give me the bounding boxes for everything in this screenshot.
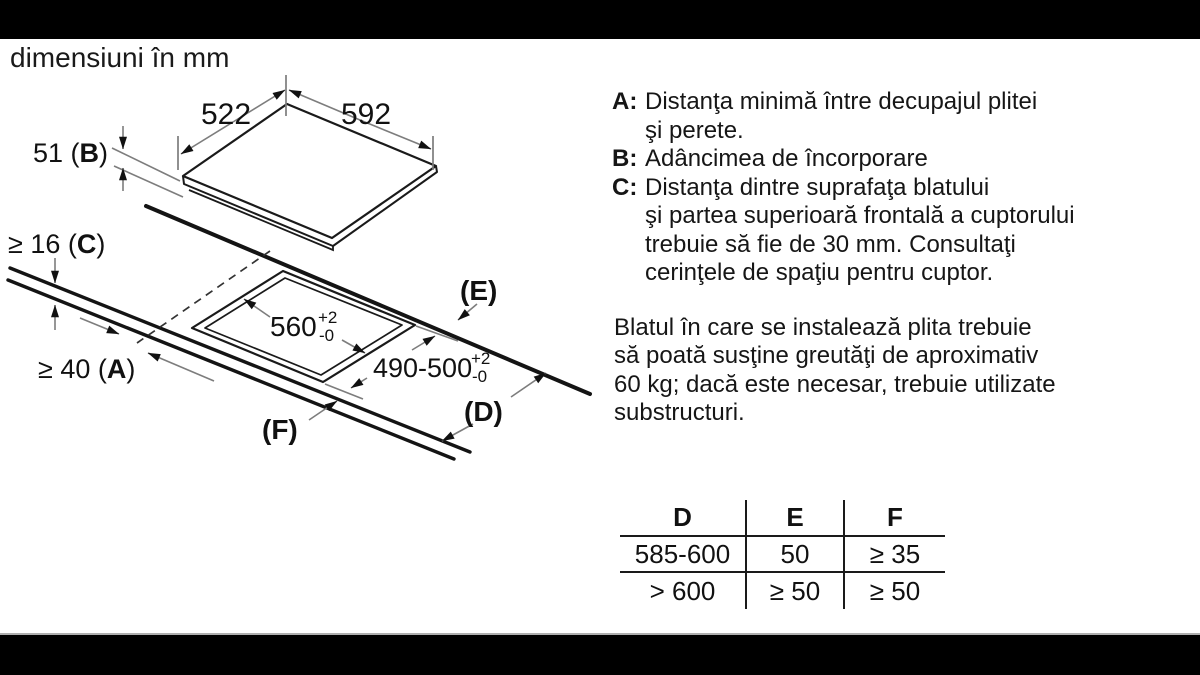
legend-text: şi perete. bbox=[645, 116, 744, 144]
hob-installation-diagram bbox=[0, 0, 620, 480]
legend-text: Distanţa minimă între decupajul plitei bbox=[645, 88, 1038, 115]
paragraph-line: să poată susţine greutăţi de aproximativ bbox=[614, 342, 1039, 370]
letterbox-bar-bottom bbox=[0, 633, 1200, 675]
table-header-D: D bbox=[620, 500, 745, 537]
label-E: (E) bbox=[460, 275, 498, 306]
dim-560-tol-plus: +2 bbox=[318, 308, 338, 327]
table-header-F: F bbox=[845, 500, 945, 537]
legend-text: Adâncimea de încorporare bbox=[645, 145, 928, 172]
table-cell: 50 bbox=[745, 537, 845, 573]
units-note: dimensiuni în mm bbox=[10, 42, 230, 73]
table-cell: ≥ 50 bbox=[745, 573, 845, 609]
table-cell: > 600 bbox=[649, 575, 716, 606]
dim-522-label: 522 bbox=[201, 98, 252, 131]
worktop-load-paragraph bbox=[614, 314, 1056, 428]
dim-490-label: 490-500 bbox=[373, 353, 473, 383]
b-ref-line-lower bbox=[114, 166, 183, 197]
letterbox-bar-top bbox=[0, 0, 1200, 39]
worktop-back-edge bbox=[146, 206, 590, 394]
dim-592-label: 592 bbox=[341, 98, 392, 131]
legend-line bbox=[612, 202, 1075, 231]
dim-490-arrow-down bbox=[351, 378, 367, 388]
d-arrow-back bbox=[511, 373, 546, 397]
legend-text: trebuie să fie de 30 mm. Consultaţi bbox=[645, 230, 1016, 258]
table-header-E: E bbox=[745, 500, 845, 537]
legend-line bbox=[612, 117, 1075, 146]
table-cell: ≥ 35 bbox=[845, 537, 945, 573]
legend-line bbox=[612, 231, 1075, 260]
label-D: (D) bbox=[464, 396, 503, 427]
table-cell: ≥ 50 bbox=[869, 575, 921, 606]
legend-text: şi partea superioară frontală a cuptorului bbox=[645, 202, 1075, 229]
dim-16C-label: ≥ 16 (C) bbox=[8, 229, 106, 259]
callout-E bbox=[458, 275, 497, 320]
paragraph-line: 60 kg; dacă este necesar, trebuie utilizate bbox=[614, 370, 1056, 398]
paragraph-line: Blatul în care se instalează plita trebuie bbox=[614, 314, 1032, 341]
callout-D bbox=[442, 373, 546, 441]
legend-text: Distanţa dintre suprafaţa blatului bbox=[645, 173, 990, 201]
dim-560-tol-minus: -0 bbox=[319, 326, 335, 345]
legend-key-A: A: bbox=[612, 88, 638, 115]
dim-490-arrow-up bbox=[412, 336, 435, 350]
dim-51B-label: 51 (B) bbox=[33, 138, 109, 168]
legend-key-C: C: bbox=[612, 173, 638, 201]
dim-51-B bbox=[33, 126, 183, 197]
def-dimensions-table bbox=[620, 500, 945, 609]
legend-text: cerinţele de spaţiu pentru cuptor. bbox=[645, 259, 994, 286]
dim-560-label: 560 bbox=[270, 311, 317, 342]
table-cell: 585-600 bbox=[620, 537, 745, 573]
paragraph-line: substructuri. bbox=[614, 399, 745, 427]
dim-490-tol-plus: +2 bbox=[471, 349, 491, 368]
legend-line bbox=[612, 259, 1075, 288]
label-F: (F) bbox=[262, 414, 298, 445]
dim-490-tol-minus: -0 bbox=[472, 367, 488, 386]
dim-40A-label: ≥ 40 (A) bbox=[38, 354, 136, 384]
e-arrow bbox=[458, 304, 477, 320]
legend-line bbox=[612, 88, 1075, 117]
legend-line bbox=[612, 145, 1075, 174]
legend bbox=[612, 88, 1075, 288]
legend-line bbox=[612, 174, 1075, 203]
legend-key-B: B: bbox=[612, 145, 638, 172]
